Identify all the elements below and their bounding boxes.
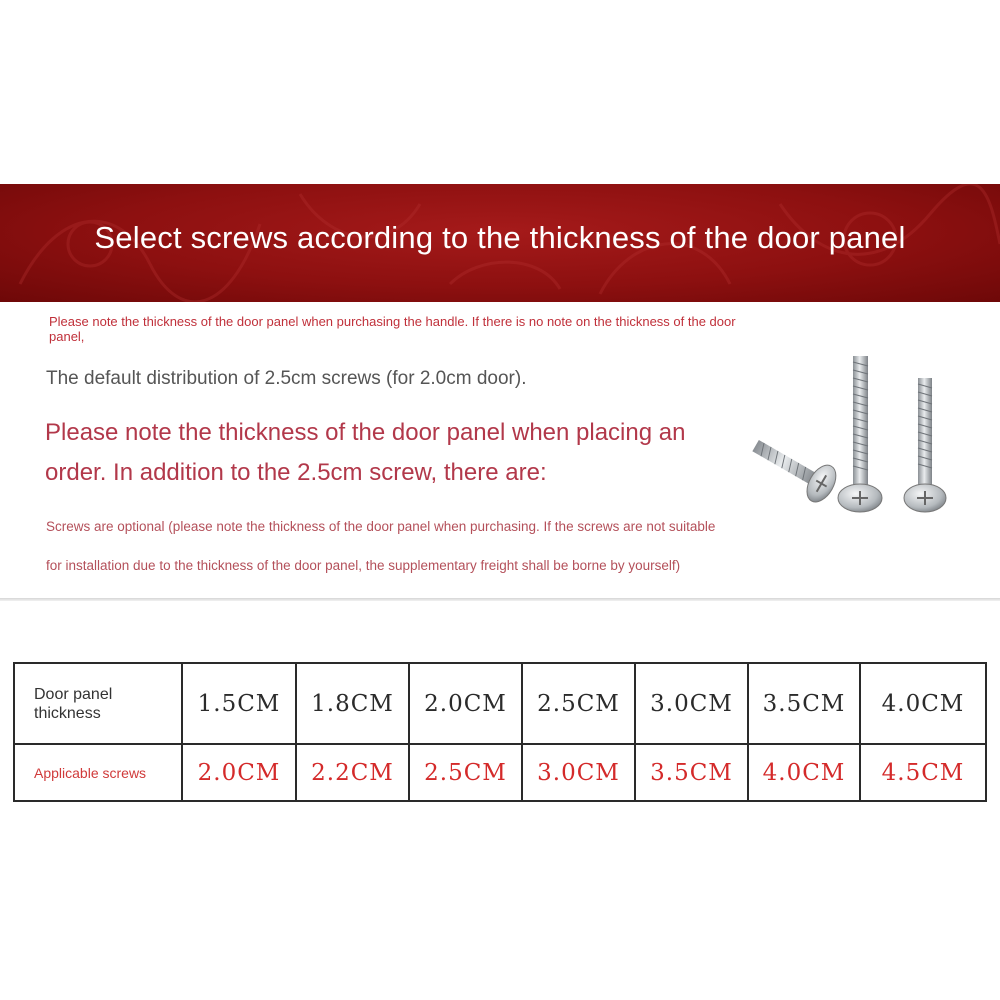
screw-cell: 3.5CM	[635, 744, 748, 801]
title-banner	[0, 184, 1000, 302]
default-screws-text: The default distribution of 2.5cm screws (for 2.0cm door).	[46, 368, 527, 389]
screw-cell: 2.0CM	[182, 744, 296, 801]
optional-screws-note-line-1: Screws are optional (please note the thickness of the door panel when purchasing. If the screws are not suitable	[46, 519, 716, 534]
row-header-applicable-screws: Applicable screws	[14, 744, 182, 801]
thickness-cell: 4.0CM	[860, 663, 986, 744]
thickness-screw-table	[13, 662, 987, 802]
purchase-note: Please note the thickness of the door panel when purchasing the handle. If there is no note on the thickness of the door panel,	[49, 314, 736, 344]
door-thickness-row	[14, 663, 986, 744]
screw-cell: 4.0CM	[748, 744, 860, 801]
banner-title: Select screws according to the thickness of the door panel	[94, 220, 906, 255]
thickness-cell: 3.5CM	[748, 663, 860, 744]
thickness-cell: 1.8CM	[296, 663, 409, 744]
thickness-cell: 3.0CM	[635, 663, 748, 744]
applicable-screws-row	[14, 744, 986, 801]
screw-cell: 2.2CM	[296, 744, 409, 801]
screws-icon	[740, 346, 980, 526]
thickness-cell: 2.0CM	[409, 663, 522, 744]
screw-cell: 4.5CM	[860, 744, 986, 801]
optional-screws-note-line-2: for installation due to the thickness of the door panel, the supplementary freight shall be borne by yourself)	[46, 558, 681, 573]
thickness-cell: 1.5CM	[182, 663, 296, 744]
screw-cell: 3.0CM	[522, 744, 635, 801]
thickness-cell: 2.5CM	[522, 663, 635, 744]
section-divider	[0, 598, 1000, 601]
screw-cell: 2.5CM	[409, 744, 522, 801]
row-header-door-thickness: Door panel thickness	[14, 663, 182, 744]
order-note: Please note the thickness of the door panel when placing an order. In addition to the 2.5cm screw, there are:	[45, 419, 686, 486]
